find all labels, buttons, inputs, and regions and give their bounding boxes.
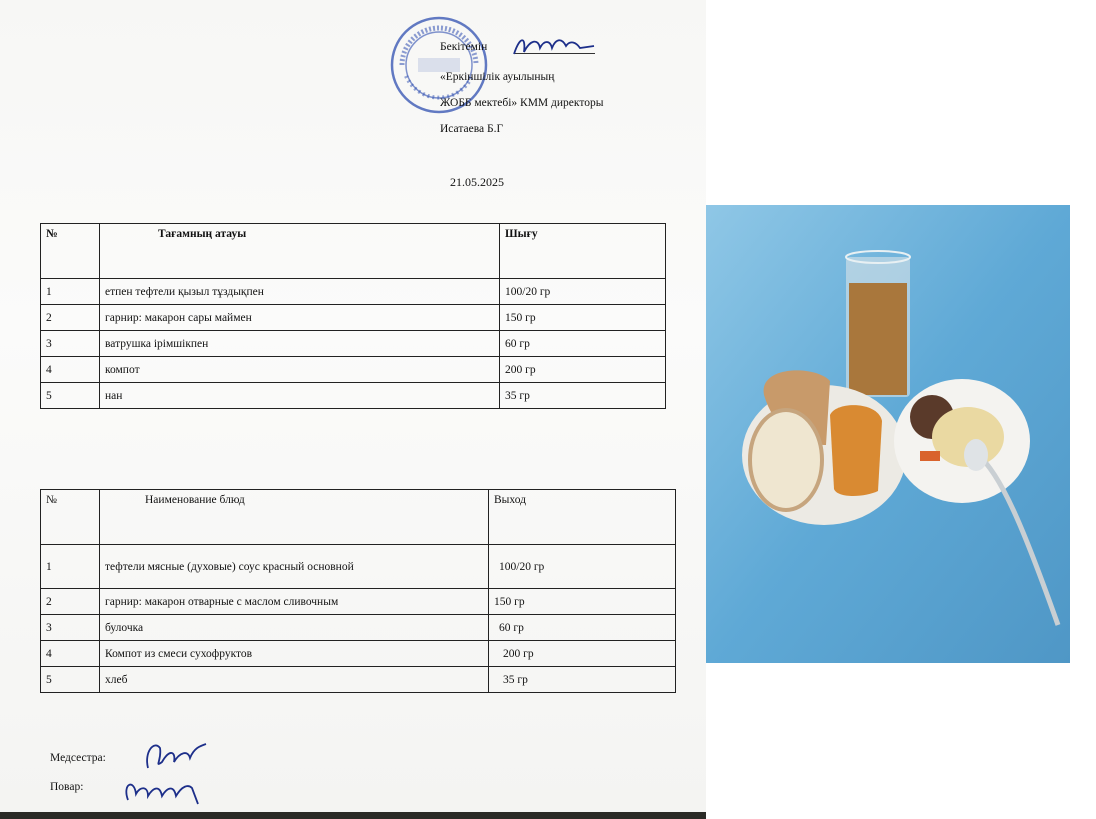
dish-name: тефтели мясные (духовые) соус красный основной bbox=[100, 545, 489, 589]
table-row bbox=[41, 357, 666, 383]
nurse-signature-label: Медсестра: bbox=[50, 752, 106, 764]
dish-name: нан bbox=[100, 383, 500, 409]
scan-edge-strip bbox=[0, 812, 706, 819]
dish-yield: 100/20 гр bbox=[489, 545, 676, 589]
dish-yield: 150 гр bbox=[489, 589, 676, 615]
table-row bbox=[41, 279, 666, 305]
row-number: 5 bbox=[41, 667, 100, 693]
dish-yield: 150 гр bbox=[500, 305, 666, 331]
row-number: 4 bbox=[41, 641, 100, 667]
director-signature bbox=[510, 34, 600, 60]
row-number: 1 bbox=[41, 279, 100, 305]
table-row bbox=[41, 383, 666, 409]
meal-photo bbox=[706, 205, 1070, 663]
spoon-head bbox=[964, 439, 988, 471]
column-header-yield: Шығу bbox=[500, 224, 666, 279]
dish-name: булочка bbox=[100, 615, 489, 641]
table-row bbox=[41, 589, 676, 615]
row-number: 2 bbox=[41, 589, 100, 615]
bowl-with-pasta bbox=[894, 379, 1030, 503]
dish-name: компот bbox=[100, 357, 500, 383]
compote-glass bbox=[846, 251, 910, 397]
column-header-yield: Выход bbox=[489, 490, 676, 545]
approval-director-name: Исатаева Б.Г bbox=[440, 123, 504, 135]
nurse-signature bbox=[140, 738, 210, 774]
column-header-number: № bbox=[41, 224, 100, 279]
row-number: 1 bbox=[41, 545, 100, 589]
dish-name: гарнир: макарон отварные с маслом сливочным bbox=[100, 589, 489, 615]
approval-school-line: «Еркіншілік ауылының bbox=[440, 71, 555, 83]
menu-table-kz bbox=[40, 223, 666, 409]
dish-name: ватрушка ірімшікпен bbox=[100, 331, 500, 357]
table-row bbox=[41, 545, 676, 589]
cook-signature-label: Повар: bbox=[50, 781, 84, 793]
table-row bbox=[41, 667, 676, 693]
table-row bbox=[41, 641, 676, 667]
menu-date: 21.05.2025 bbox=[450, 175, 504, 189]
approval-director-line: ЖОББ мектебі» КММ директоры bbox=[440, 97, 604, 109]
table-header-row bbox=[41, 224, 666, 279]
column-header-dish: Тағамның атауы bbox=[100, 224, 500, 279]
menu-table-ru bbox=[40, 489, 676, 693]
dish-yield: 60 гр bbox=[489, 615, 676, 641]
cook-signature bbox=[118, 774, 202, 808]
dish-yield: 60 гр bbox=[500, 331, 666, 357]
table-row bbox=[41, 305, 666, 331]
dish-name: гарнир: макарон сары маймен bbox=[100, 305, 500, 331]
dish-yield: 35 гр bbox=[500, 383, 666, 409]
row-number: 4 bbox=[41, 357, 100, 383]
row-number: 2 bbox=[41, 305, 100, 331]
row-number: 3 bbox=[41, 615, 100, 641]
dish-yield: 35 гр bbox=[489, 667, 676, 693]
row-number: 5 bbox=[41, 383, 100, 409]
dish-yield: 100/20 гр bbox=[500, 279, 666, 305]
dish-name: Компот из смеси сухофруктов bbox=[100, 641, 489, 667]
dish-name: етпен тефтели қызыл тұздықпен bbox=[100, 279, 500, 305]
table-header-row bbox=[41, 490, 676, 545]
column-header-dish: Наименование блюд bbox=[100, 490, 489, 545]
table-row bbox=[41, 615, 676, 641]
dish-yield: 200 гр bbox=[500, 357, 666, 383]
column-header-number: № bbox=[41, 490, 100, 545]
approval-title: Бекітемін bbox=[440, 41, 488, 53]
dish-yield: 200 гр bbox=[489, 641, 676, 667]
dish-name: хлеб bbox=[100, 667, 489, 693]
table-row bbox=[41, 331, 666, 357]
row-number: 3 bbox=[41, 331, 100, 357]
